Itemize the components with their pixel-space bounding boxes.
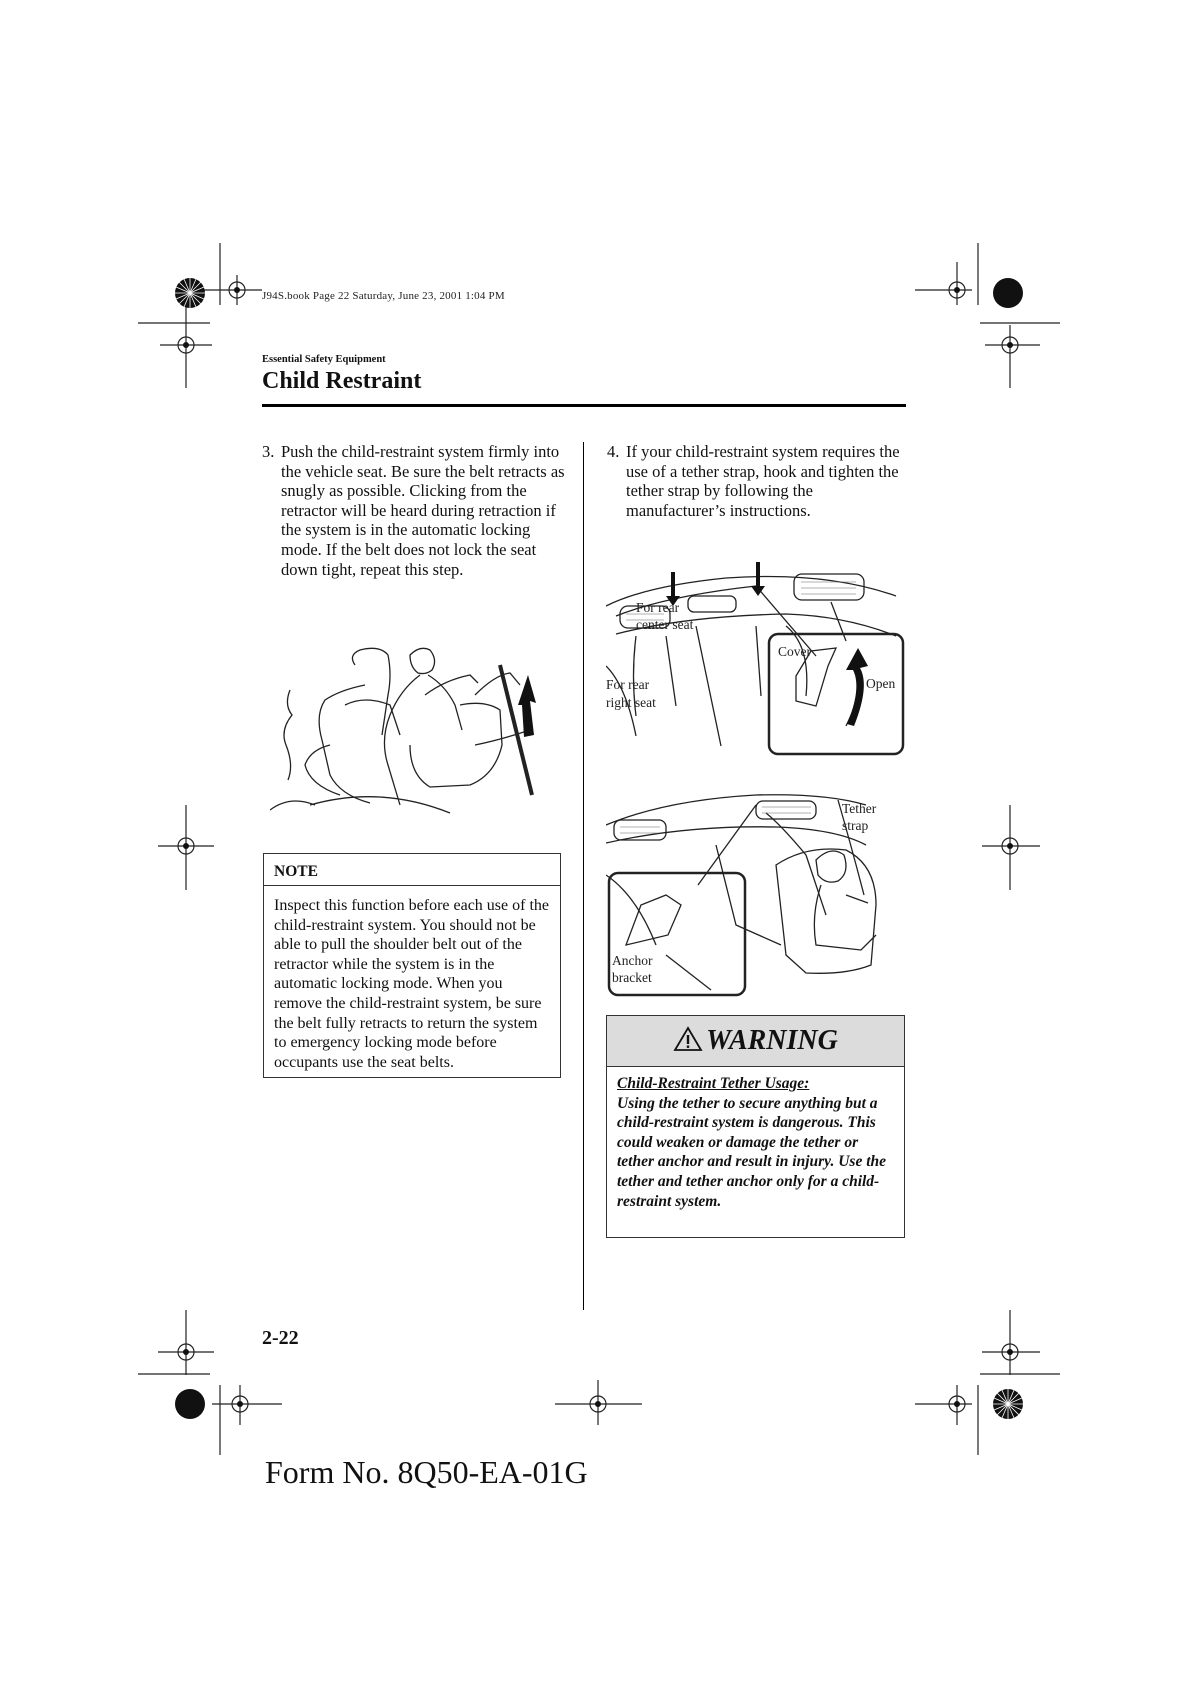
note-heading: NOTE (264, 854, 560, 886)
note-box (263, 853, 561, 1078)
form-number: Form No. 8Q50-EA-01G (265, 1454, 588, 1490)
label-for-rear-right-1: For rear (606, 677, 650, 692)
starburst-mark-top-left (175, 278, 205, 308)
label-for-rear-center-2: center seat (636, 617, 694, 632)
warning-body: Using the tether to secure anything but a child-restraint system is dangerous. This could weaken or damage the tether or tether anchor and result in injury. Use the tether and tether anchor only for a child-restraint system. (617, 1094, 887, 1210)
warning-body-container (607, 1067, 904, 1211)
column-divider (583, 442, 584, 1310)
book-info-line: J94S.book Page 22 Saturday, June 23, 2001 1:04 PM (262, 290, 505, 302)
step-4 (607, 442, 907, 532)
label-tether-strap-2: strap (842, 818, 869, 833)
title-rule (262, 404, 906, 407)
label-open: Open (866, 676, 896, 691)
warning-subheading: Child-Restraint Tether Usage: (617, 1075, 810, 1092)
illustration-tether-strap (606, 785, 906, 1000)
step-3-text: Push the child-restraint system firmly into the vehicle seat. Be sure the belt retracts as snugly as possible. Clicking from the retractor will be heard during retraction if the system is in the automatic locking mode. If the belt does not lock the seat down tight, repeat this step. (281, 442, 565, 579)
illustration-tether-anchor-locations (606, 556, 906, 756)
illustration-child-seat-install (270, 635, 560, 820)
label-for-rear-center-1: For rear (636, 600, 680, 615)
warning-triangle-icon (673, 1026, 703, 1052)
note-body: Inspect this function before each use of the child-restraint system. You should not be able to pull the shoulder belt out of the retractor while the system is in the automatic locking mode. When you remove the child-restraint system, be sure the belt fully retracts to return the system to emergency locking mode before occupants use the seat belts. (274, 897, 550, 1071)
warning-header (607, 1016, 904, 1067)
warning-box (606, 1015, 905, 1238)
page-title: Child Restraint (262, 368, 422, 394)
step-3 (262, 442, 565, 602)
step-4-text: If your child-restraint system requires the use of a tether strap, hook and tighten the tether strap by following the manufacturer’s instructions. (626, 442, 900, 520)
label-for-rear-right-2: right seat (606, 695, 656, 710)
label-cover: Cover (778, 644, 811, 659)
page-number: 2-22 (262, 1327, 299, 1349)
label-anchor-bracket-1: Anchor (612, 953, 653, 968)
warning-heading: WARNING (706, 1025, 838, 1056)
label-tether-strap-1: Tether (842, 801, 877, 816)
section-label: Essential Safety Equipment (262, 354, 386, 365)
step-4-number: 4. (607, 442, 620, 461)
step-3-number: 3. (262, 442, 275, 461)
starburst-mark-bottom-right (993, 1389, 1023, 1419)
label-anchor-bracket-2: bracket (612, 970, 652, 985)
